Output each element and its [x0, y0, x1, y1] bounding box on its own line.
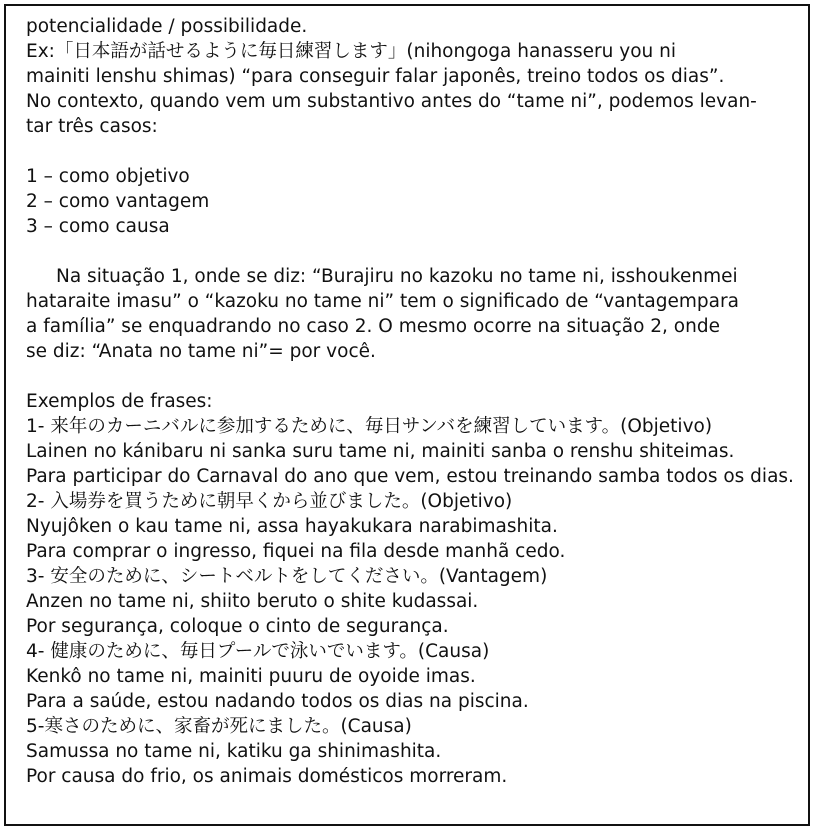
document-body: [26, 14, 804, 789]
example-romaji: Nyujôken o kau tame ni, assa hayakukara narabimashita.: [26, 516, 558, 537]
spacer: [26, 239, 804, 264]
intro-line-1: Ex:「日本語が話せるように毎日練習します」(nihongoga hanasseru you ni: [26, 41, 676, 62]
situation-line-1: Na situação 1, onde se diz: “Burajiru no kazoku no tame ni, isshoukenmei: [56, 266, 738, 287]
example-romaji: Samussa no tame ni, katiku ga shinimashita.: [26, 741, 442, 762]
text-line: potencialidade / possibilidade.: [26, 16, 308, 37]
example-1: [26, 414, 804, 489]
example-translation: Por segurança, coloque o cinto de segurança.: [26, 616, 449, 637]
case-item-2: 2 – como vantagem: [26, 191, 210, 212]
example-translation: Por causa do frio, os animais domésticos morreram.: [26, 766, 508, 787]
situation-line-3: a família” se enquadrando no caso 2. O mesmo ocorre na situação 2, onde: [26, 316, 720, 337]
spacer: [26, 139, 804, 164]
document-frame: [4, 4, 810, 826]
intro-line-4: tar três casos:: [26, 116, 158, 137]
situation-line-4: se diz: “Anata no tame ni”= por você.: [26, 341, 376, 362]
example-romaji: Lainen no kánibaru ni sanka suru tame ni, mainiti sanba o renshu shiteimas.: [26, 441, 735, 462]
intro-line-2: mainiti lenshu shimas) “para conseguir falar japonês, treino todos os dias”.: [26, 66, 725, 87]
example-japanese: 5-寒さのために、家畜が死にました。(Causa): [26, 716, 412, 737]
spacer: [26, 364, 804, 389]
example-3: [26, 564, 804, 639]
example-translation: Para comprar o ingresso, fiquei na fila desde manhã cedo.: [26, 541, 566, 562]
intro-line-3: No contexto, quando vem um substantivo antes do “tame ni”, podemos levan-: [26, 91, 757, 112]
example-japanese: 3- 安全のために、シートベルトをしてください。(Vantagem): [26, 566, 548, 587]
example-romaji: Anzen no tame ni, shiito beruto o shite kudassai.: [26, 591, 479, 612]
example-romaji: Kenkô no tame ni, mainiti puuru de oyoide imas.: [26, 666, 476, 687]
case-item-3: 3 – como causa: [26, 216, 170, 237]
example-japanese: 2- 入場券を買うために朝早くから並びました。(Objetivo): [26, 491, 513, 512]
example-translation: Para a saúde, estou nadando todos os dias na piscina.: [26, 691, 529, 712]
example-japanese: 1- 来年のカーニバルに参加するために、毎日サンバを練習しています。(Objetivo): [26, 416, 713, 437]
case-item-1: 1 – como objetivo: [26, 166, 190, 187]
example-5: [26, 714, 804, 789]
example-japanese: 4- 健康のために、毎日プールで泳いでいます。(Causa): [26, 641, 490, 662]
example-2: [26, 489, 804, 564]
example-4: [26, 639, 804, 714]
example-translation: Para participar do Carnaval do ano que vem, estou treinando samba todos os dias.: [26, 466, 794, 487]
examples-title: Exemplos de frases:: [26, 391, 213, 412]
situation-line-2: hataraite imasu” o “kazoku no tame ni” tem o significado de “vantagempara: [26, 291, 739, 312]
